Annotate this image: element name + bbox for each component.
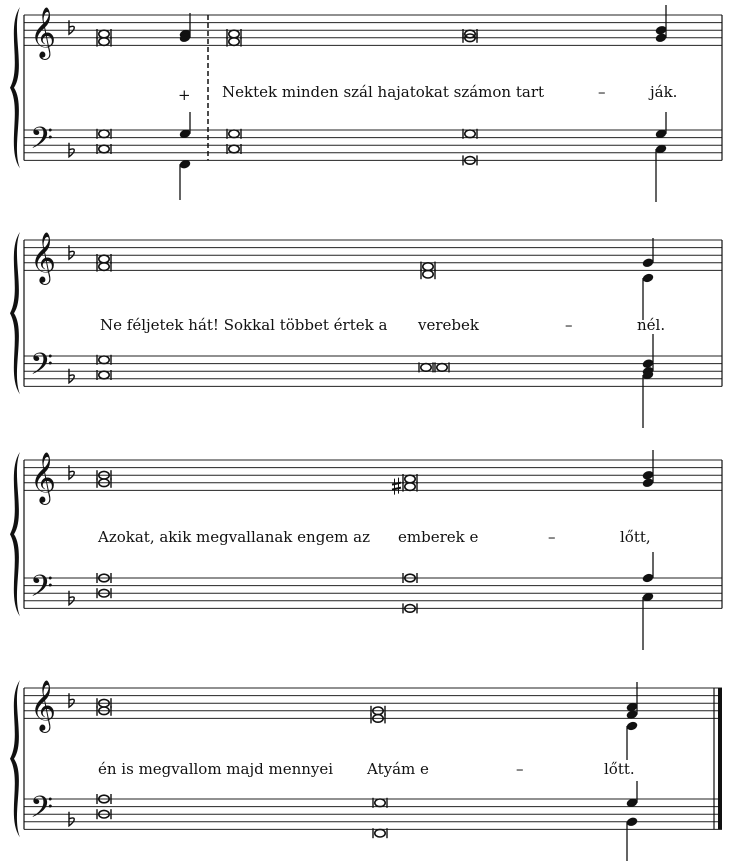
bass-clef-icon: 𝄢 [30, 791, 54, 832]
bass-staff [24, 112, 722, 202]
lyric-s4-end: lőtt. [604, 760, 635, 778]
bass-staff [24, 552, 722, 650]
quarter-chord [642, 552, 655, 584]
quarter-chord [179, 159, 192, 200]
lyric-s4-dash: – [516, 760, 524, 778]
quarter-chord [626, 781, 639, 808]
treble-clef-icon: 𝄞 [30, 7, 57, 58]
breve-chord [373, 798, 387, 838]
breve-chord [97, 355, 111, 380]
lyric-s3-main: Azokat, akik megvallanak engem az [98, 528, 371, 546]
system-3 [10, 450, 722, 650]
lyric-s3-end: lőtt, [620, 528, 651, 546]
bass-staff [24, 781, 722, 861]
quarter-chord [626, 816, 639, 861]
quarter-chord [642, 591, 655, 650]
brace [10, 232, 20, 394]
treble-staff [24, 5, 722, 60]
quarter-chord [642, 238, 655, 268]
quarter-chord [179, 112, 192, 139]
quarter-chord [642, 369, 655, 428]
bass-clef-icon: 𝄢 [30, 348, 54, 389]
quarter-chord [655, 112, 668, 139]
breve-chord [227, 129, 241, 154]
bass-clef-icon: 𝄢 [30, 570, 54, 611]
lyric-s4-main: én is megvallom majd mennyei [98, 760, 334, 778]
breve-chord [97, 129, 111, 154]
quarter-chord [626, 720, 639, 760]
quarter-chord [179, 13, 192, 43]
lyric-s3-dash: – [548, 528, 556, 546]
breve-chord [97, 698, 111, 716]
breve-chord [463, 29, 477, 43]
system-1 [10, 5, 722, 202]
brace [10, 7, 20, 168]
lyric-s1-plus: + [178, 86, 191, 104]
lyric-s1-end: ják. [650, 83, 678, 101]
quarter-chord [655, 143, 668, 202]
brace [10, 452, 20, 616]
lyric-s2-end: nél. [637, 316, 666, 334]
lyric-s2-mid: verebek [418, 316, 479, 334]
treble-clef-icon: 𝄞 [30, 680, 57, 731]
brace [10, 680, 20, 837]
treble-staff [24, 680, 722, 760]
treble-staff [24, 450, 722, 505]
quarter-chord [642, 272, 655, 320]
lyric-s4-mid: Atyám e [367, 760, 429, 778]
treble-clef-icon: 𝄞 [30, 232, 57, 283]
lyric-s2-dash: – [565, 316, 573, 334]
sharp-icon [392, 478, 401, 495]
bass-staff [24, 334, 722, 428]
breve-chord [371, 706, 385, 724]
lyric-s2-main: Ne féljetek hát! Sokkal többet értek a [100, 316, 388, 334]
final-barline-thick [718, 688, 722, 829]
breve-chord [97, 470, 111, 488]
quarter-chord [642, 450, 655, 488]
lyric-s3-mid: emberek e [398, 528, 479, 546]
quarter-chord [642, 334, 655, 377]
treble-clef-icon: 𝄞 [30, 452, 57, 503]
treble-staff [24, 232, 722, 320]
lyric-s1-dash: – [598, 83, 606, 101]
bass-clef-icon: 𝄢 [30, 122, 54, 163]
lyric-s1-main: Nektek minden szál hajatokat számon tart [222, 83, 545, 101]
quarter-chord [655, 5, 668, 43]
